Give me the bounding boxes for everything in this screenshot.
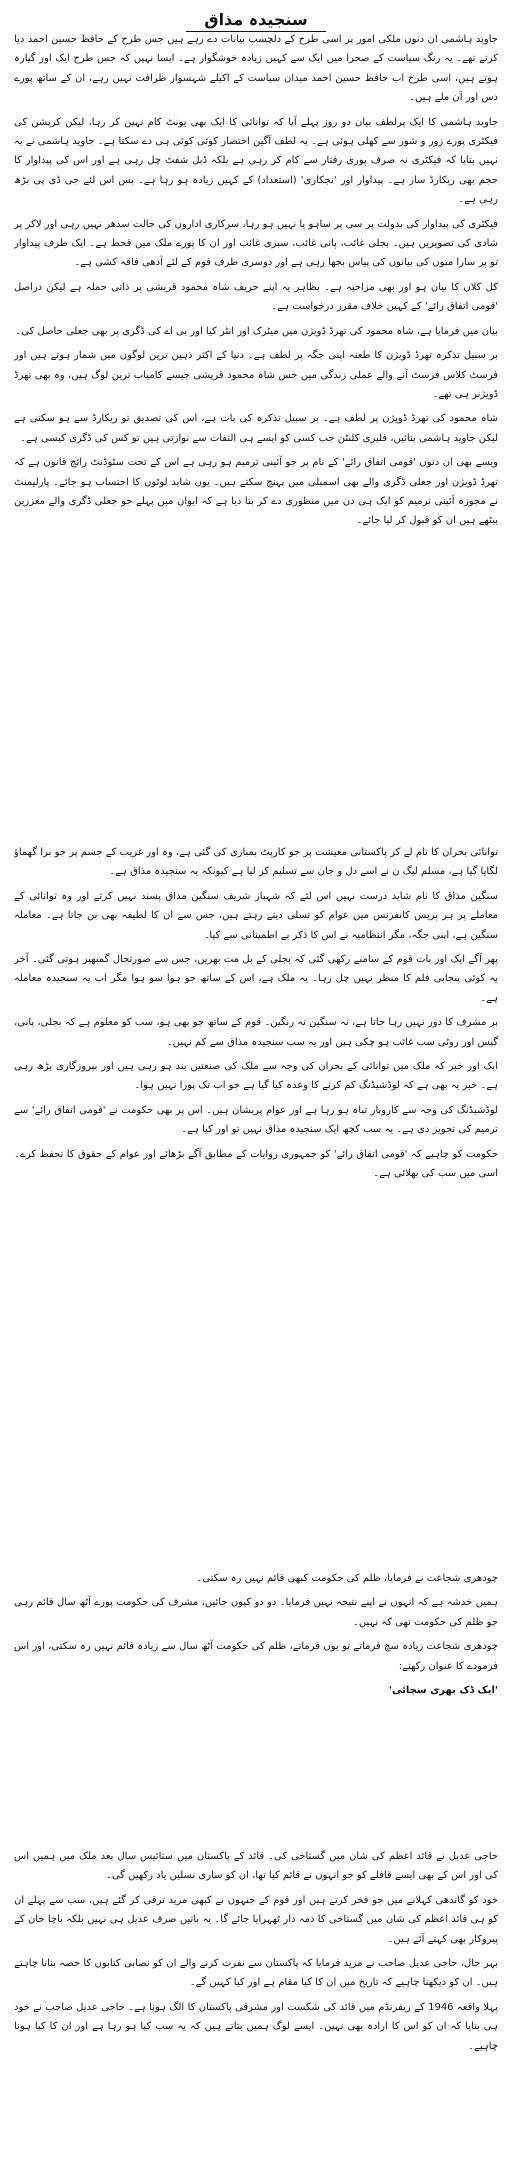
section-3 xyxy=(14,1569,498,1809)
paragraph: لوڈشیڈنگ کی وجہ سے کاروبار تباہ ہو رہا ہے اور عوام پریشان ہیں۔ اس پر بھی حکومت نے 'قومی اتفاق رائے' سے ترمیم کی تجویز دی ہے۔ یہ سب کچھ ایک سنجیدہ مذاق نہیں تو اور کیا ہے۔ xyxy=(14,1104,498,1136)
paragraph: بر سبیل تذکرہ تھرڈ ڈویژن کا طعنہ اپنی جگہ پر لطف ہے۔ دنیا کے اکثر ذہین ترین لوگوں میں شمار ہوتے ہیں اور فرسٹ کلاس فرسٹ آنے والے عملی زندگی میں جس شاہ محمود قریشی جیسے کامیاب ترین لوگ ہیں، وہ بھی تھرڈ ڈویژنر ہی تھے۔ xyxy=(14,350,498,400)
paragraph: جاوید ہاشمی کا ایک پرلطف بیان دو روز پہلے آیا کہ توانائی کا ایک بھی یونٹ کام نہیں کر رہا، لیکن کرپشن کی فیکٹری پورے زور و شور سے کھلی ہوئی ہے۔ یہ لطف آگین اختصار کوئی کوئی ہی دے سکتا ہے۔ جاوید ہاشمی نے یہ نہیں بتایا کہ فیکٹری نہ صرف پوری رفتار سے کام کر رہی ہے بلکہ ڈبل شفٹ چل رہی ہے اور اس کی پیداوار کا حجم بھی ریکارڈ ساز ہے۔ پیداوار اور 'نجکاری' (استعداد) کے کہیں زیادہ ہو رہا ہے۔ بس اس لئے جی ڈی پی بڑھ رہی ہے۔ xyxy=(14,116,498,206)
paragraph: خود کو گاندھی کہلانے میں جو فخر کرتے ہیں اور قوم کے جنہوں نے کبھی مزید ترقی کر گئے ہیں، سب سے پہلے ان کو ہی قائد اعظم کی شان میں گستاخی کا ذمہ دار ٹھہرایا جائے گا۔ یہ باتیں صرف عدیل ہی نہیں بلکہ باچا خان کے پیروکار بھی کہتے آئے ہیں۔ xyxy=(14,1894,498,1945)
paragraph: کل کلاں کا بیان ہو اور بھی مزاحیہ ہے۔ بظاہر یہ اپنے حریف شاہ محمود قریشی پر ذاتی حملہ ہے لیکن دراصل 'قومی اتفاق رائے' کے کہیں خلاف مقرر درخواست ہے۔ xyxy=(14,281,498,313)
paragraph: ہمیں خدشہ ہے کہ انہوں نے اپنے نتیجہ نہیں فرمایا۔ دو دو کیوں جائیں، مشرف کی حکومت پورے آٹھ سال قائم رہی جو ظلم کی حکومت تھی کہ نہیں۔ xyxy=(14,1597,498,1628)
paragraph: چودھری شجاعت زیادہ سچ فرماتے تو یوں فرماتے، ظلم کی حکومت آٹھ سال سے زیادہ قائم نہیں رہ سکتی، اور اس فرمودے کا عنوان رکھتے: xyxy=(14,1641,498,1672)
paragraph: پھر آگے ایک اور بات قوم کے سامنے رکھی گئی کہ بجلی کے بل مت بھریں، جس سے صورتحال گمبھیر ہوتی گئی۔ آخر یہ کوئی پنجابی فلم کا منظر نہیں چل رہا۔ یہ ملک ہے، اس کے ساتھ جو ہوا سو ہوا مگر اب یہ سنجیدہ معاملہ ہے۔ xyxy=(14,954,498,1004)
section-gap xyxy=(14,1809,498,1847)
paragraph: بہر حال، حاجی عدیل صاحب نے مزید فرمایا کہ پاکستان سے نفرت کرنے والے ان کو نصابی کتابوں کا حصہ بنانا چاہتے ہیں۔ ان کو دیکھنا چاہیے کہ تاریخ میں ان کا کیا مقام ہے اور کیا کہیں گے۔ xyxy=(14,1958,498,1989)
section-4 xyxy=(14,1847,498,2127)
paragraph: چودھری شجاعت نے فرمایا، ظلم کی حکومت کبھی قائم نہیں رہ سکتی۔ xyxy=(196,1573,498,1584)
paragraph: حکومت کو چاہیے کہ 'قومی اتفاق رائے' کو جمہوری روایات کے مطابق آگے بڑھائے اور عوام کے حقوق کا تحفظ کرے۔ اسی میں سب کی بھلائی ہے۔ xyxy=(14,1148,498,1180)
paragraph: جاوید ہاشمی ان دنوں ملکی امور پر اسی طرح کے دلچسپ بیانات دے رہے ہیں جس طرح کے حافظ حسین احمد دیا کرتے تھے۔ یہ رنگ سیاست کے صحرا میں ایک سے کہیں زیادہ خوشگوار ہے۔ ایسا نہیں کہ جس طرح ایک اور گیارہ ہوتے ہیں، اسی طرح اب حافظ حسین احمد میدان سیاست کے اکیلے شہسوار ظرافت نہیں رہے، ان کے ساتھ پورے دس اور آن ملے ہیں۔ xyxy=(14,34,498,104)
paragraph: بر مشرف کا دور نہیں رہا جاتا ہے، نہ سنگین نہ رنگین۔ قوم کے ساتھ جو بھی ہو، سب کو معلوم ہے کہ بجلی، پانی، گیس اور روٹی سب غائب ہو چکی ہیں اور یہ سب سنجیدہ مذاق سے کم نہیں۔ xyxy=(14,1017,498,1048)
title-wrap xyxy=(14,0,498,30)
paragraph: پہلا واقعہ 1946 کے ریفرنڈم میں قائد کی شکست اور مشرقی پاکستان کا الگ ہونا ہے۔ حاجی عدیل صاحب نے خود ہی بتایا کہ ان کو اس کا ارادہ بھی نہیں۔ ایسے لوگ ہمیں بتاتے ہیں کہ یہ سب کیا ہو رہا ہے اور ان کا کیا ہونا چاہیے۔ xyxy=(14,2001,498,2052)
section-gap xyxy=(14,825,498,843)
paragraph: بیان میں فرمایا ہے، شاہ محمود کی تھرڈ ڈویژن میں میٹرک اور انٹر کیا اور بی اے کی ڈگری پر بھی جعلی حاصل کی۔ xyxy=(15,325,498,337)
paragraph: ایک اور خبر کہ ملک میں توانائی کے بحران کی وجہ سے ملک کی صنعتیں بند ہو رہی ہیں اور بیروزگاری بڑھ رہی ہے۔ خبر یہ بھی ہے کہ لوڈشیڈنگ کم کرنے کا وعدہ کیا گیا ہے جو اب تک پورا نہیں ہوا۔ xyxy=(14,1061,498,1092)
paragraph: سنگین مذاق کا نام شاید درست نہیں اس لئے کہ شہباز شریف سنگین مذاق پسند نہیں کرتے اور وہ توانائی کے معاملے پر ہر پریس کانفرنس میں عوام کو تسلی دیتے رہتے ہیں، جس سے ان کا لطیفہ بھی بن جاتا ہے۔ معاملہ سنگین ہے، اپنی جگہ، مگر انتظامیہ نے اس کا ذکر بے اطمینانی سے کیا۔ xyxy=(14,890,498,941)
paragraph: فیکٹری کی پیداوار کی بدولت پر سی پر ساہو یا نہیں ہو رہا، سرکاری اداروں کی حالت سدھر نہیں رہی اور لاکر پر شادی کی تصویریں ہیں۔ بجلی غائب، پانی غائب، سبزی غائب اور ان کا پورے ملک میں قحط ہے۔ ایک طرف پیداوار تو پر سارا منوں کی بیانوں کی پیاس بجھا رہی ہے اور دوسری طرف قوم کے لئے آدھی فاقہ کشی ہے۔ xyxy=(14,218,498,269)
paragraph: حاجی عدیل نے قائد اعظم کی شان میں گستاخی کی۔ قائد کے پاکستان میں ستائیس سال بعد ملک میں ہمیں اس کی اور اس کے بھی ایسے قافلے کو جو انہوں نے قائم کیا تھا، ان کو ساری نسلیں یاد رکھیں گی۔ xyxy=(14,1851,498,1882)
paragraph: توانائی بحران کا نام لے کر پاکستانی معیشت پر جو کارپٹ بمباری کی گئی ہے، وہ اور غریب کے جسم پر جو برا گھماؤ لگایا گیا ہے، مسلم لیگ ن نے اسے دل و جان سے تسلیم کر لیا ہے کیونکہ یہ سنجیدہ مذاق ہے۔ xyxy=(14,847,498,878)
section-1 xyxy=(14,30,498,825)
paragraph: ویسے بھی ان دنوں 'قومی اتفاق رائے' کے نام پر جو آئینی ترمیم ہو رہی ہے اس کے تحت سٹوڈنٹ رائج قانون ہے کہ تھرڈ ڈویژن اور جعلی ڈگری والے بھی اسمبلی میں پہنچ سکتے ہیں۔ یوں شاید لوٹوں کا احتساب ہو جائے۔ پارلیمنٹ نے مجوزہ آئینی ترمیم کو ایک ہی دن میں منظوری دے کر بتا دیا ہے کہ ایوان میں پہلے جو جعلی ڈگری والے معززین بیٹھے ہیں ان کو قبول کر لیا جائے۔ xyxy=(14,457,498,527)
section-gap xyxy=(14,1543,498,1569)
paragraph: شاہ محمود کی تھرڈ ڈویژن پر لطف ہے۔ بر سبیل تذکرہ کی بات ہے، اس کی تصدیق تو ریکارڈ سے ہو سکتی ہے لیکن جاوید ہاشمی بتائیں، فلیری کلنٹن جب کسی کو ایسے ہی التفات سے نوازتی ہیں تو کس کی ڈگری کیسی ہے۔ xyxy=(14,413,498,444)
section-2 xyxy=(14,843,498,1543)
quote: 'ایک ڈک بھری سچائی' xyxy=(388,1685,498,1697)
article-title: سنجیدہ مذاق xyxy=(186,11,325,32)
